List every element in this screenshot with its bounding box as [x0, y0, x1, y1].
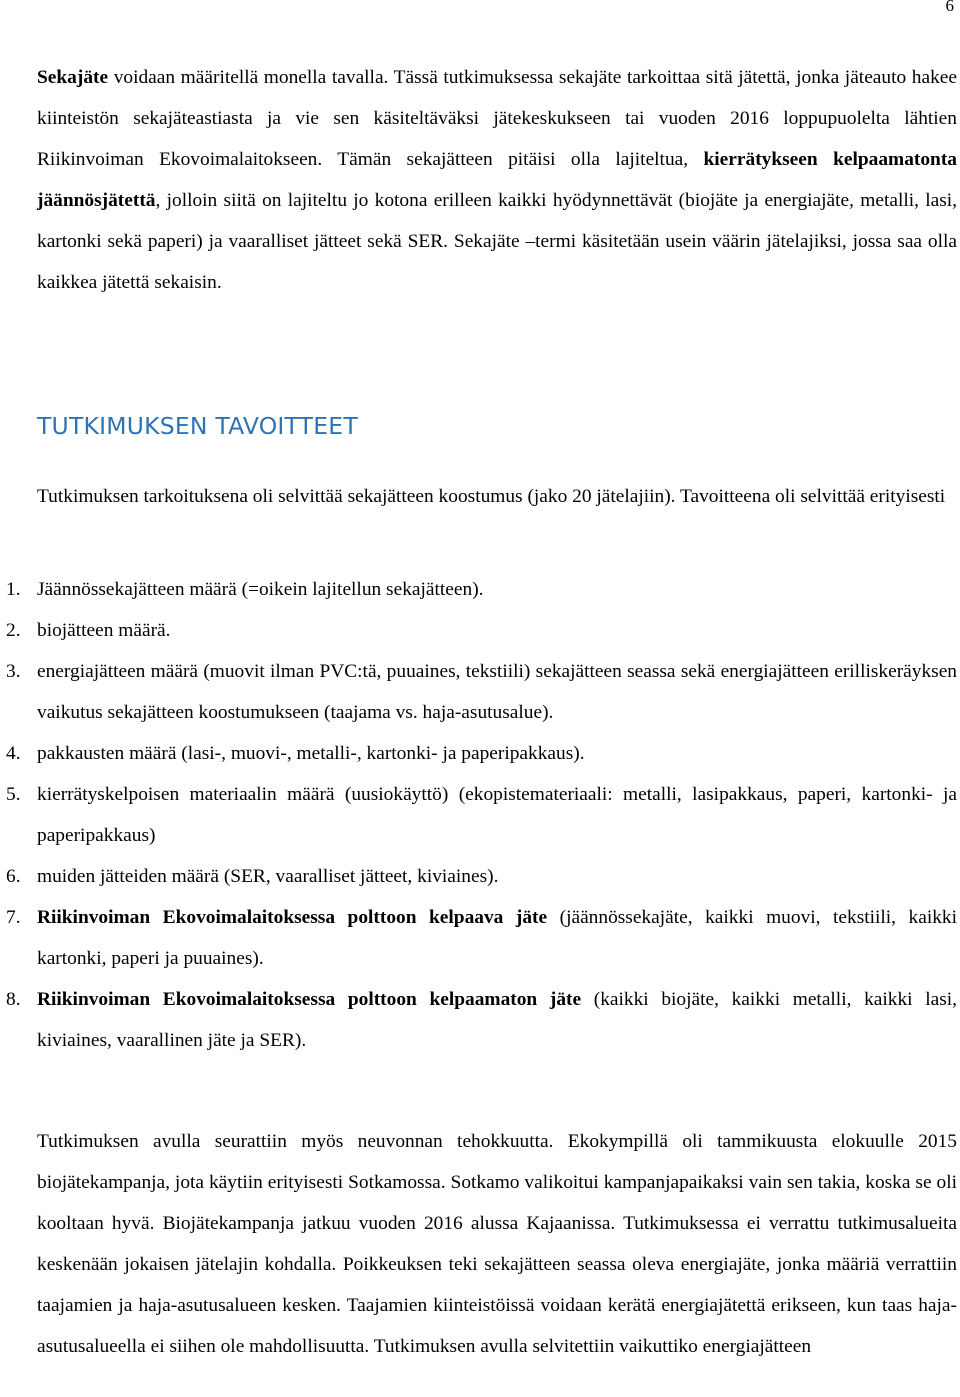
list-number: 7.	[6, 907, 21, 928]
list-item	[0, 651, 957, 733]
list-item-text: Jäännössekajätteen määrä (=oikein lajitellun sekajätteen).	[37, 579, 484, 600]
list-item-text: muiden jätteiden määrä (SER, vaaralliset jätteet, kiviaines).	[37, 866, 499, 887]
section-heading: TUTKIMUKSEN TAVOITTEET	[37, 412, 358, 440]
list-item	[0, 856, 957, 897]
intro-text-2: , jolloin siitä on lajiteltu jo kotona erilleen kaikki hyödynnettävät (biojäte ja energiajäte, metalli, lasi, kartonki sekä paperi) ja vaaralliset jätteet sekä SER. Sekajäte –termi käsitetään usein väärin jätelajiksi, jossa saa olla kaikkea jätettä sekaisin.	[37, 190, 957, 293]
intro-term: Sekajäte	[37, 67, 109, 88]
list-item-text: (jäännössekajäte, kaikki muovi, tekstiili, kaikki kartonki, paperi ja puuaines).	[37, 907, 958, 969]
list-number: 6.	[6, 866, 21, 887]
list-item-text: kierrätyskelpoisen materiaalin määrä (uusiokäyttö) (ekopistemateriaali: metalli, lasipakkaus, paperi, kartonki- ja paperipakkaus)	[37, 784, 957, 846]
list-number: 3.	[6, 661, 21, 682]
list-item-bold: Riikinvoiman Ekovoimalaitoksessa polttoon kelpaamaton jäte	[37, 989, 582, 1010]
list-number: 4.	[6, 743, 21, 764]
list-item	[0, 979, 957, 1061]
objectives-list	[0, 569, 957, 1061]
list-number: 8.	[6, 989, 21, 1010]
closing-paragraph: Tutkimuksen avulla seurattiin myös neuvonnan tehokkuutta. Ekokympillä oli tammikuusta elokuulle 2015 biojätekampanja, jota käytiin erityisesti Sotkamossa. Sotkamo valikoitui kampanjapaikaksi vain sen takia, koska se oli kooltaan hyvä. Biojätekampanja jatkuu vuoden 2016 alussa Kajaanissa. Tutkimuksessa ei verrattu tutkimusalueita keskenään jokaisen jätelajin kohdalla. Poikkeuksen teki sekajätteen seassa oleva energiajäte, jonka määriä verrattiin taajamien ja haja-asutusalueen kesken. Taajamien kiinteistöissä voidaan kerätä energiajätettä erikseen, kun taas haja-asutusalueella ei siihen ole mahdollisuutta. Tutkimuksen avulla selvitettiin vaikuttiko energiajätteen	[37, 1131, 957, 1357]
list-item	[0, 897, 957, 979]
list-item	[0, 774, 957, 856]
section-lead: Tutkimuksen tarkoituksena oli selvittää sekajätteen koostumus (jako 20 jätelajiin). Tavoitteena oli selvittää erityisesti	[37, 486, 946, 507]
list-number: 5.	[6, 784, 21, 805]
page-number: 6	[945, 0, 954, 15]
intro-bold-phrase: kierrätykseen kelpaamatonta jäännösjätettä	[37, 149, 957, 211]
list-item	[0, 569, 957, 610]
list-item-text: energiajätteen määrä (muovit ilman PVC:tä, puuaines, tekstiili) sekajätteen seassa sekä energiajätteen erilliskeräyksen vaikutus sekajätteen koostumukseen (taajama vs. haja-asutusalue).	[37, 661, 957, 723]
list-number: 1.	[6, 579, 21, 600]
list-item-bold: Riikinvoiman Ekovoimalaitoksessa polttoon kelpaava jäte	[37, 907, 548, 928]
list-item	[0, 733, 957, 774]
list-number: 2.	[6, 620, 21, 641]
intro-paragraph	[37, 57, 957, 303]
list-item	[0, 610, 957, 651]
list-item-text: pakkausten määrä (lasi-, muovi-, metalli-, kartonki- ja paperipakkaus).	[37, 743, 585, 764]
list-item-text: (kaikki biojäte, kaikki metalli, kaikki lasi, kiviaines, vaarallinen jäte ja SER).	[37, 989, 957, 1051]
list-item-text: biojätteen määrä.	[37, 620, 171, 641]
intro-text-1: voidaan määritellä monella tavalla. Tässä tutkimuksessa sekajäte tarkoittaa sitä jätettä, jonka jäteauto hakee kiinteistön sekajäteastiasta ja vie sen käsiteltäväksi jätekeskukseen tai vuoden 2016 loppupuolelta lähtien Riikinvoiman Ekovoimalaitokseen. Tämän sekajätteen pitäisi olla lajiteltua,	[37, 67, 957, 170]
